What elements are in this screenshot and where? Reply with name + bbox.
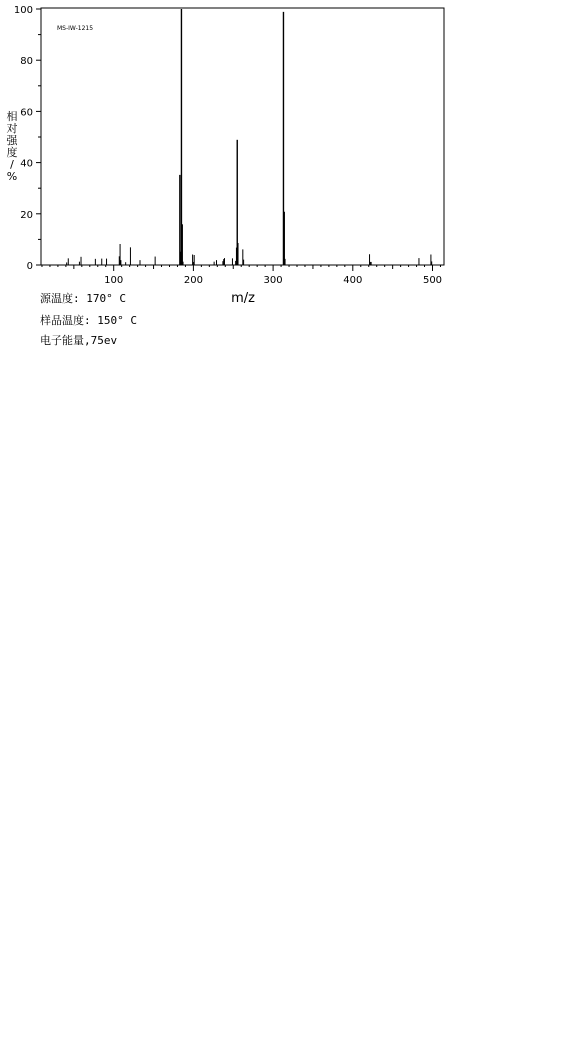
x-tick-label: 200 [183,275,203,286]
y-axis-label-char: 相 [6,110,18,123]
sample-temperature: 样品温度: 150° C [40,314,137,327]
y-axis-label-char: % [6,170,18,183]
plot-frame [41,8,444,265]
mass-spectrum-chart [0,0,570,310]
x-axis-label: m/z [231,291,255,306]
peak-bars [67,9,432,265]
x-axis-ticks [42,265,442,286]
x-tick-label: 400 [343,275,363,286]
y-axis-ticks [14,5,41,272]
x-tick-label: 500 [422,275,443,286]
x-tick-label: 300 [263,275,283,286]
electron-energy: 电子能量,75ev [40,334,118,347]
y-tick-label: 0 [26,261,33,272]
y-tick-label: 20 [20,209,33,221]
y-axis-label [7,109,19,183]
y-axis-label-char: 对 [6,122,18,135]
sample-id-label: MS-IW-1215 [57,25,94,32]
x-tick-label: 100 [104,275,124,286]
y-axis-label-char: 强 [6,134,18,147]
y-tick-label: 60 [20,107,33,119]
source-temperature: 源温度: 170° C [40,292,126,305]
y-axis-label-char: 度 [6,146,18,159]
y-tick-label: 80 [20,56,33,68]
y-axis-label-char: / [10,158,14,171]
y-tick-label: 40 [20,158,33,170]
y-tick-label: 100 [13,5,33,16]
